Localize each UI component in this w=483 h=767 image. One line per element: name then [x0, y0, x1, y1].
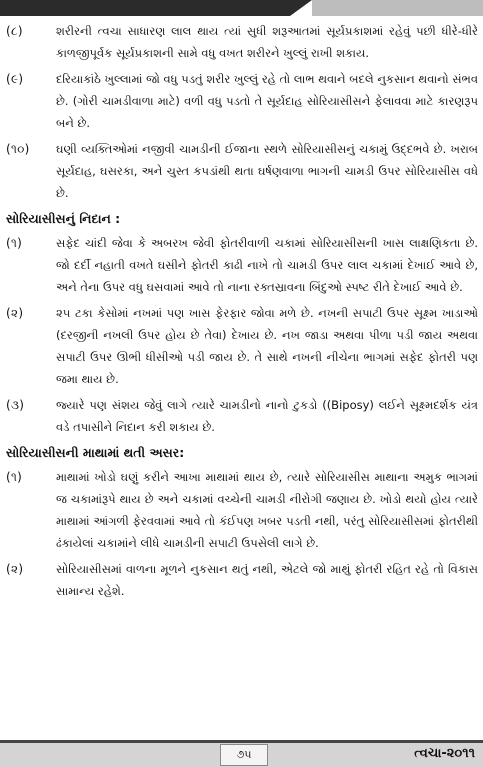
list-item-number: (૮)	[6, 24, 23, 38]
header-light-segment	[312, 0, 483, 16]
list-item	[6, 20, 478, 64]
list-item	[6, 466, 478, 554]
footer-top-rule	[0, 740, 483, 743]
section-heading-diagnosis: સોરિયાસીસનું નિદાન :	[6, 211, 121, 226]
list-item-number: (૧)	[6, 470, 23, 484]
list-item-text: સફેદ ચાંદી જેવા કે અબરખ જેવી ફોતરીવાળી ચકામાં સોરિયાસીસની ખાસ લાક્ષણિકતા છે. જો દર્દી નહાતી વખતે ઘસીને ફોતરી કાઢી નાખે તો ચામડી ઉપર લાલ ચકામાં દેખાઈ આવે છે, અને તેના ઉપર વધુ ઘસવામાં આવે તો નાના રક્તસ્રાવના બિંદુઓ સ્પષ્ટ રીતે દેખાઈ આવે છે.	[56, 236, 478, 294]
list-item-text: જ્યારે પણ સંશય જેવું લાગે ત્યારે ચામડીનો નાનો ટુકડો ((Biposy) લઈને સૂક્ષ્મદર્શક યંત્ર વડે તપાસીને નિદાન કરી શકાય છે.	[56, 398, 478, 434]
list-item	[6, 68, 478, 134]
list-item-text: શરીરની ત્વચા સાધારણ લાલ થાય ત્યાં સુધી શરૂઆતમાં સૂર્યપ્રકાશમાં રહેવું પછી ધીરે-ધીરે કાળજીપૂર્વક સૂર્યપ્રકાશની સામે વધુ વખત શરીરને ખુલ્લું રાખી શકાય.	[56, 24, 478, 60]
list-item-number: (૧૦)	[6, 142, 30, 156]
list-item-number: (૨)	[6, 562, 24, 576]
page-content	[6, 20, 478, 606]
list-item-number: (૨)	[6, 306, 24, 320]
list-item	[6, 558, 478, 602]
page-number: ૭૫	[220, 744, 268, 766]
list-item	[6, 394, 478, 438]
list-item-number: (૩)	[6, 398, 25, 412]
list-item	[6, 302, 478, 390]
list-item-text: સોરિયાસીસમાં વાળના મૂળને નુકસાન થતું નથી, એટલે જો માથું ફોતરી રહિત રહે તો વિકાસ સામાન્ય રહેશે.	[56, 562, 478, 598]
header-decoration-bar	[0, 0, 483, 16]
header-dark-segment	[0, 0, 290, 16]
page-footer	[0, 740, 483, 767]
list-item-number: (૧)	[6, 236, 23, 250]
list-item-number: (૯)	[6, 72, 24, 86]
list-item-text: ૨૫ ટકા કેસોમાં નખમાં પણ ખાસ ફેરફાર જોવા મળે છે. નખની સપાટી ઉપર સૂક્ષ્મ ખાડાઓ (દરજીની નખલી ઉપર હોય છે તેવા) દેખાય છે. નખ જાડા અથવા પીળા પડી જાય અથવા સપાટી ઉપર ઊભી ધીસીઓ પડી જાય છે. તે સાથે નખની નીચેના ભાગમાં સફેદ ફોતરી પણ જમા થાય છે.	[56, 306, 478, 386]
header-wedge	[290, 0, 312, 16]
list-item	[6, 138, 478, 204]
list-item-text: દરિયાકાંઠે ખુલ્લામાં જો વધુ પડતું શરીર ખુલ્લું રહે તો લાભ થવાને બદલે નુકસાન થવાનો સંભવ છે. (ગોરી ચામડીવાળા માટે) વળી વધુ પડતો તે સૂર્યદાહ સોરિયાસીસને ફેલાવવા માટે કારણરૂપ બને છે.	[56, 72, 478, 130]
section-heading-scalp: સોરિયાસીસની માથામાં થતી અસર:	[6, 445, 185, 460]
list-item	[6, 232, 478, 298]
list-item-text: માથામાં ખોડો ઘણું કરીને આખા માથામાં થાય છે, ત્યારે સોરિયાસીસ માથાના અમુક ભાગમાં જ ચકામાંરૂપે થાય છે અને ચકામાં વચ્ચેની ચામડી નીરોગી જણાય છે. ખોડો થયો હોય ત્યારે માથામાં આંગળી ફેરવવામાં આવે તો કંઈપણ ખબર પડતી નથી, પરંતુ સોરિયાસીસમાં ફોતરીથી ઢંકાયેલાં ચકામાંને લીધે ચામડીની સપાટી ઉપસેલી લાગે છે.	[56, 470, 478, 550]
list-item-text: ઘણી વ્યક્તિઓમાં નજીવી ચામડીની ઈજાના સ્થળે સોરિયાસીસનું ચકામું ઉદ્દભવે છે. ખરાબ સૂર્યદાહ, ઘસરકા, અને ચુસ્ત કપડાંથી થતા ઘર્ષણવાળા ભાગની ચામડી ઉપર સોરિયાસીસ વધે છે.	[56, 142, 478, 200]
magazine-title: ત્વચા-૨૦૧૧	[414, 746, 475, 761]
